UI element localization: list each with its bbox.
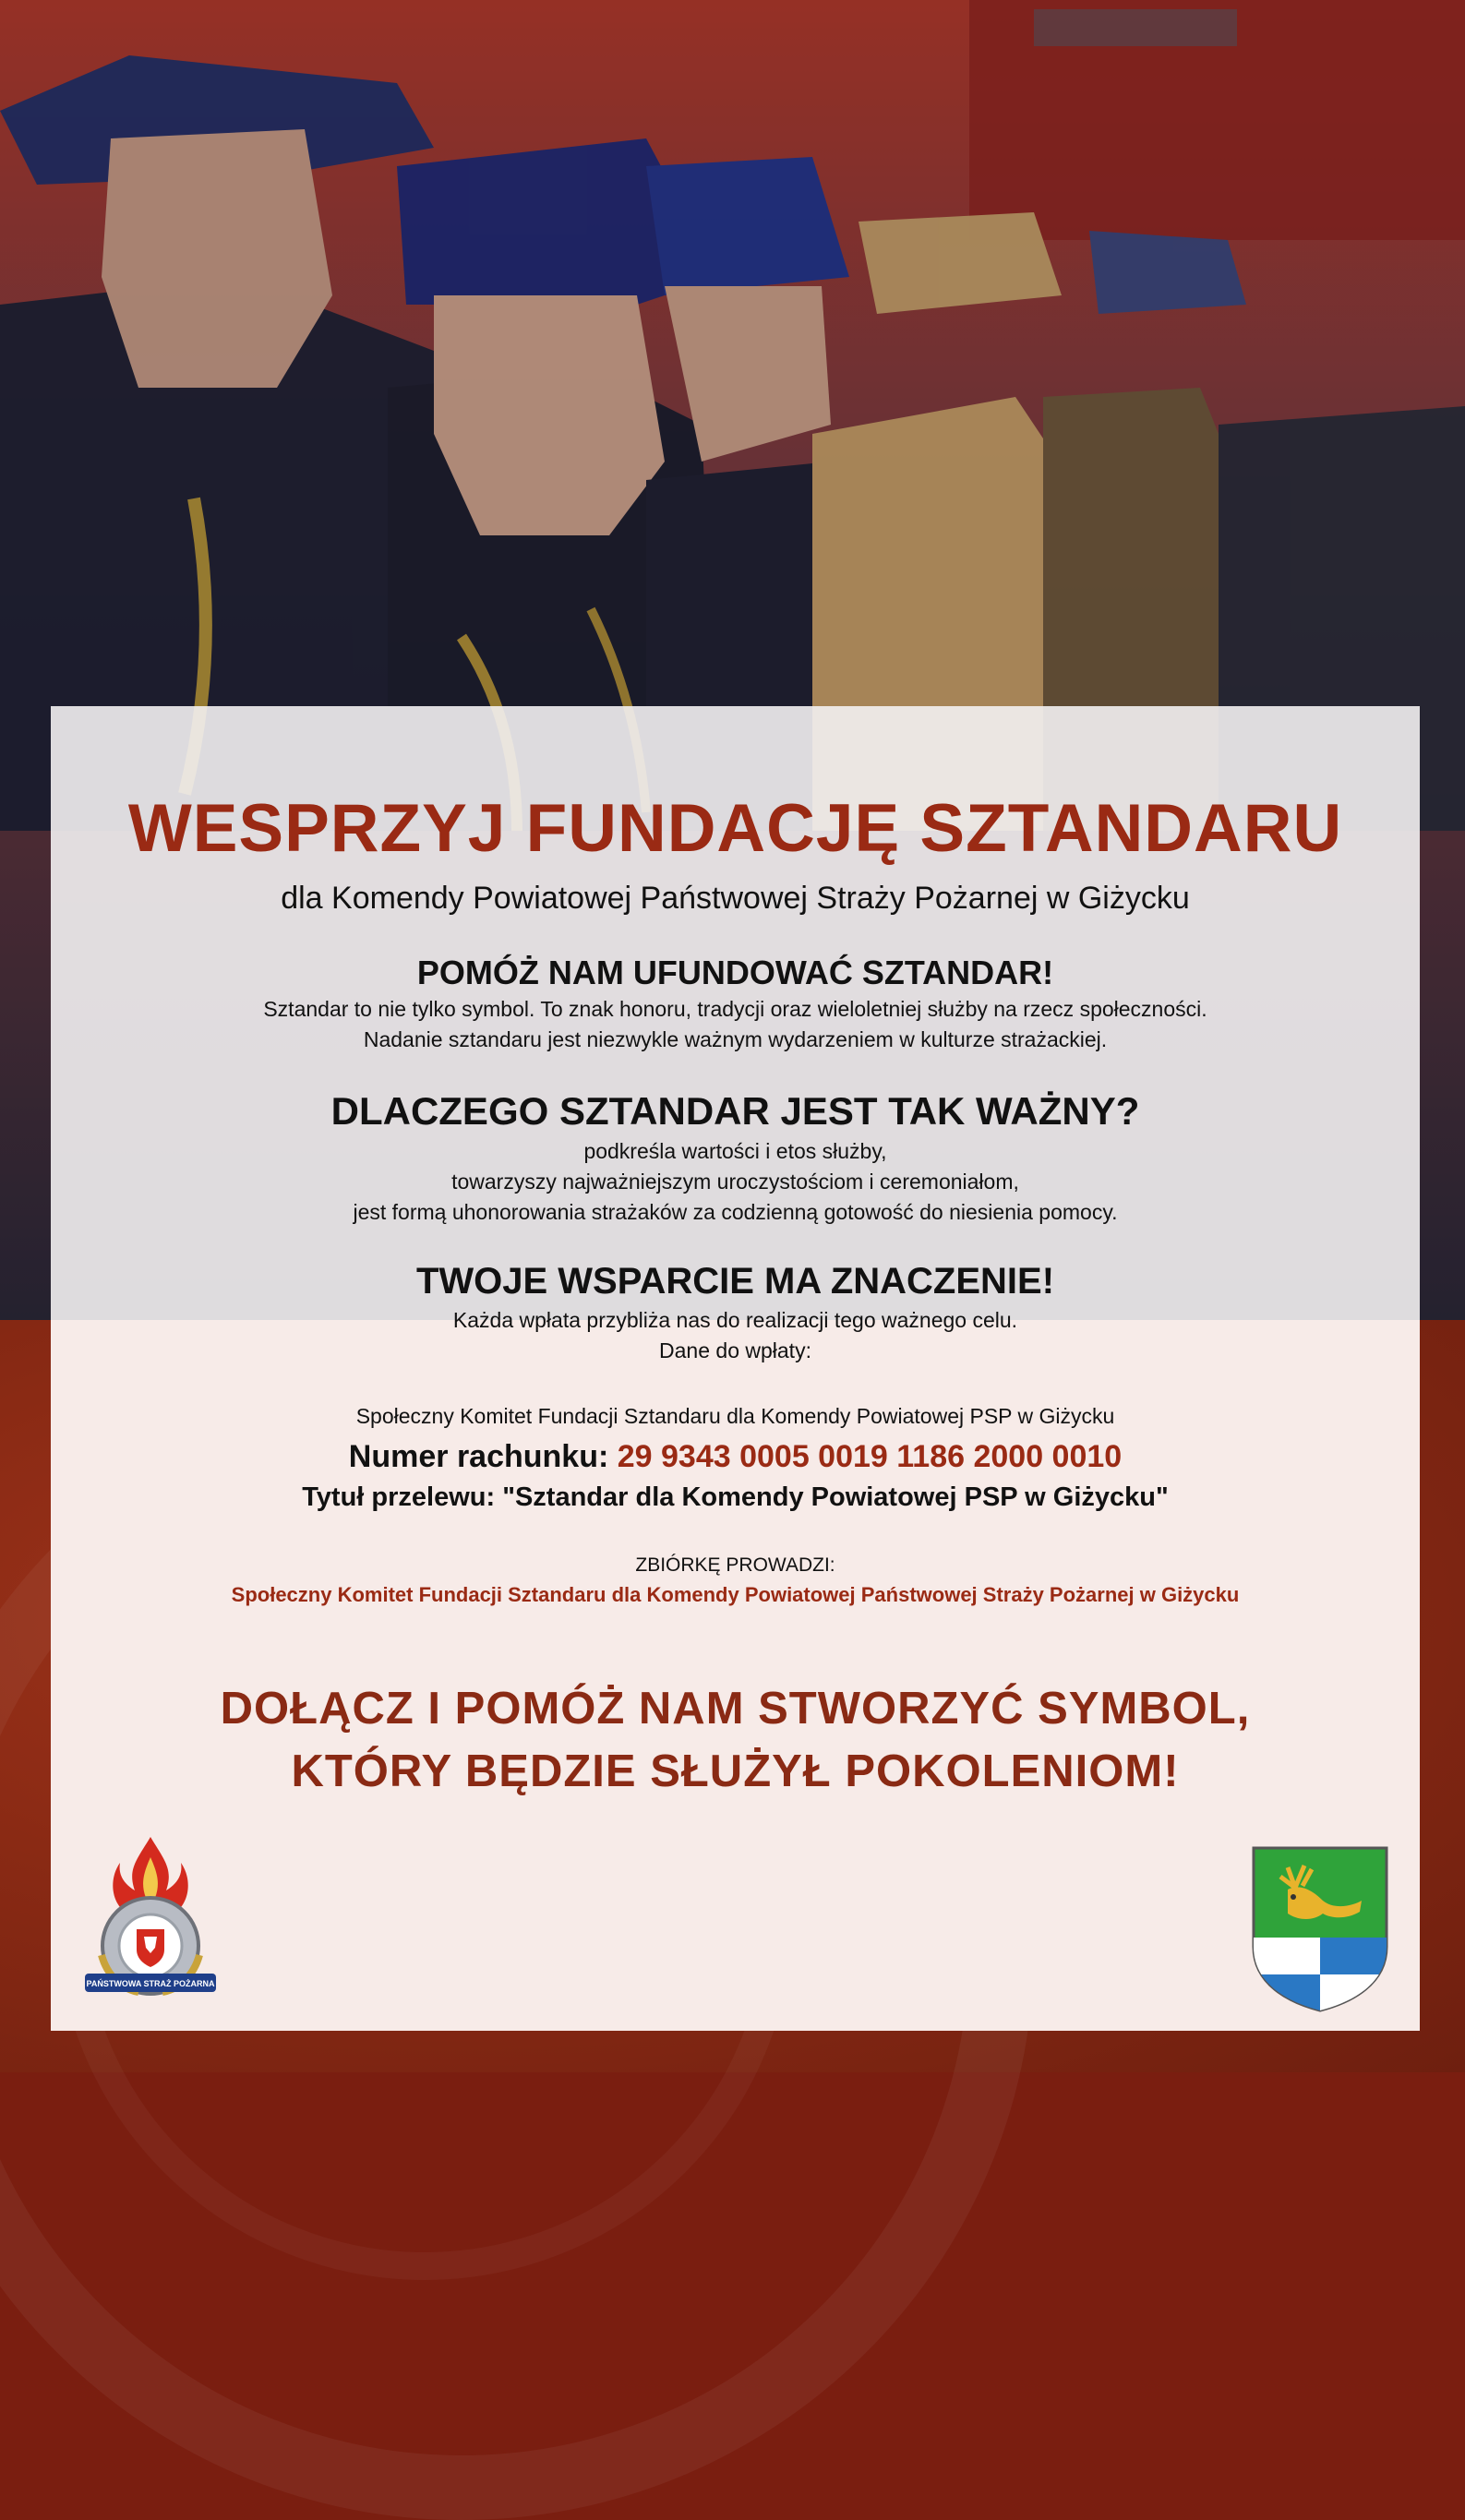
section-text-line: podkreśla wartości i etos służby, (583, 1139, 887, 1163)
deer-coat-of-arms-icon (1251, 1845, 1389, 2013)
organizer-name: Społeczny Komitet Fundacji Sztandaru dla Komendy Powiatowej Państwowej Straży Pożarnej w Giżycku (231, 1583, 1240, 1606)
section-heading-why: DLACZEGO SZTANDAR JEST TAK WAŻNY? (330, 1089, 1140, 1133)
account-number-line (51, 1435, 1420, 1478)
payment-recipient: Społeczny Komitet Fundacji Sztandaru dla Komendy Powiatowej PSP w Giżycku (355, 1404, 1115, 1428)
psp-logo (81, 1837, 220, 2008)
fire-service-emblem-icon (81, 1837, 220, 2008)
section-text-line: jest formą uhonorowania strażaków za codzienną gotowość do niesienia pomocy. (353, 1200, 1118, 1224)
section-heading-support: TWOJE WSPARCIE MA ZNACZENIE! (415, 1261, 1055, 1302)
section-text-line: Sztandar to nie tylko symbol. To znak honoru, tradycji oraz wieloletniej służby na rzecz społeczności. (263, 997, 1207, 1021)
account-label: Numer rachunku: (348, 1439, 609, 1474)
section-heading-help: POMÓŻ NAM UFUNDOWAĆ SZTANDAR! (416, 954, 1054, 991)
svg-text:PAŃSTWOWA STRAŻ POŻARNA: PAŃSTWOWA STRAŻ POŻARNA (86, 1979, 215, 1988)
account-number: 29 9343 0005 0019 1186 2000 0010 (617, 1439, 1123, 1474)
section-text-line: Dane do wpłaty: (659, 1338, 811, 1362)
main-title: WESPRZYJ FUNDACJĘ SZTANDARU (127, 791, 1343, 866)
section-text-line: Nadanie sztandaru jest niezwykle ważnym wydarzeniem w kulturze strażackiej. (363, 1027, 1108, 1051)
poster-content (51, 706, 1420, 1803)
subtitle: dla Komendy Powiatowej Państwowej Straży Pożarnej w Giżycku (281, 881, 1190, 916)
section-text-line: Każda wpłata przybliża nas do realizacji tego ważnego celu. (452, 1308, 1018, 1332)
section-text-line: towarzyszy najważniejszym uroczystościom i ceremoniałom, (451, 1170, 1019, 1194)
cta-line: DOŁĄCZ I POMÓŻ NAM STWORZYĆ SYMBOL, (220, 1684, 1251, 1734)
coat-of-arms (1251, 1845, 1389, 2013)
cta-line: KTÓRY BĘDZIE SŁUŻYŁ POKOLENIOM! (291, 1746, 1180, 1796)
call-to-action (51, 1677, 1420, 1803)
transfer-title: Tytuł przelewu: "Sztandar dla Komendy Powiatowej PSP w Giżycku" (302, 1482, 1169, 1512)
organizer-label: ZBIÓRKĘ PROWADZI: (635, 1554, 835, 1576)
